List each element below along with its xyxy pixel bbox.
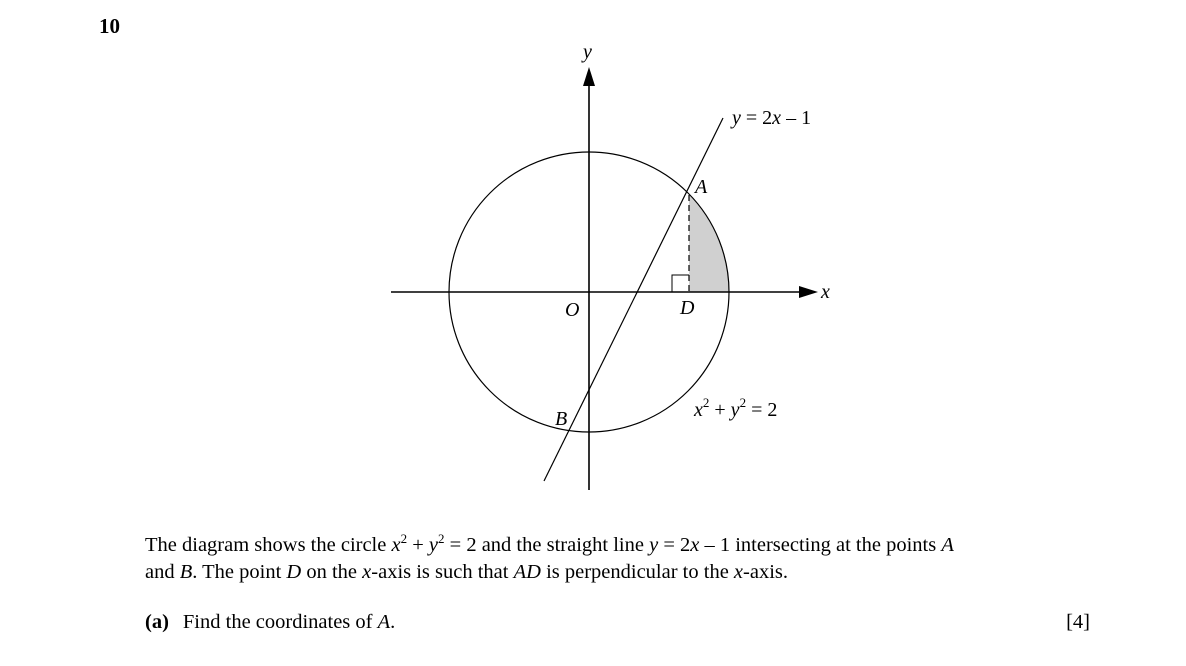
x-axis-arrow — [799, 286, 818, 298]
circle-equation-label: $x^2 + y^2 = 2$ — [694, 395, 778, 421]
origin-label: O — [565, 299, 580, 321]
part-a-text: Find the coordinates of A. — [182, 611, 396, 633]
question-stem: The diagram shows the circle $x^2 + y^2 = 2$ and the straight line y = 2x – 1 intersecting at the points A and B. The point D on the x-axis is such that AD is perpendicular to the x-axis. — [145, 531, 954, 583]
shaded-region — [689, 195, 729, 292]
x-axis-label: x — [821, 281, 830, 303]
point-D-label: D — [680, 297, 695, 319]
part-a — [145, 609, 1090, 636]
y-axis-label: y — [583, 41, 592, 63]
y-axis-arrow — [583, 67, 595, 86]
point-A-label: A — [695, 176, 708, 198]
line-equation-label: y = 2x – 1 — [732, 107, 812, 129]
right-angle-marker — [672, 275, 689, 292]
point-B-label: B — [555, 408, 568, 430]
question-number: 10 — [99, 14, 120, 38]
part-a-label: (a) — [145, 611, 169, 633]
part-a-marks: [4] — [1066, 611, 1090, 633]
